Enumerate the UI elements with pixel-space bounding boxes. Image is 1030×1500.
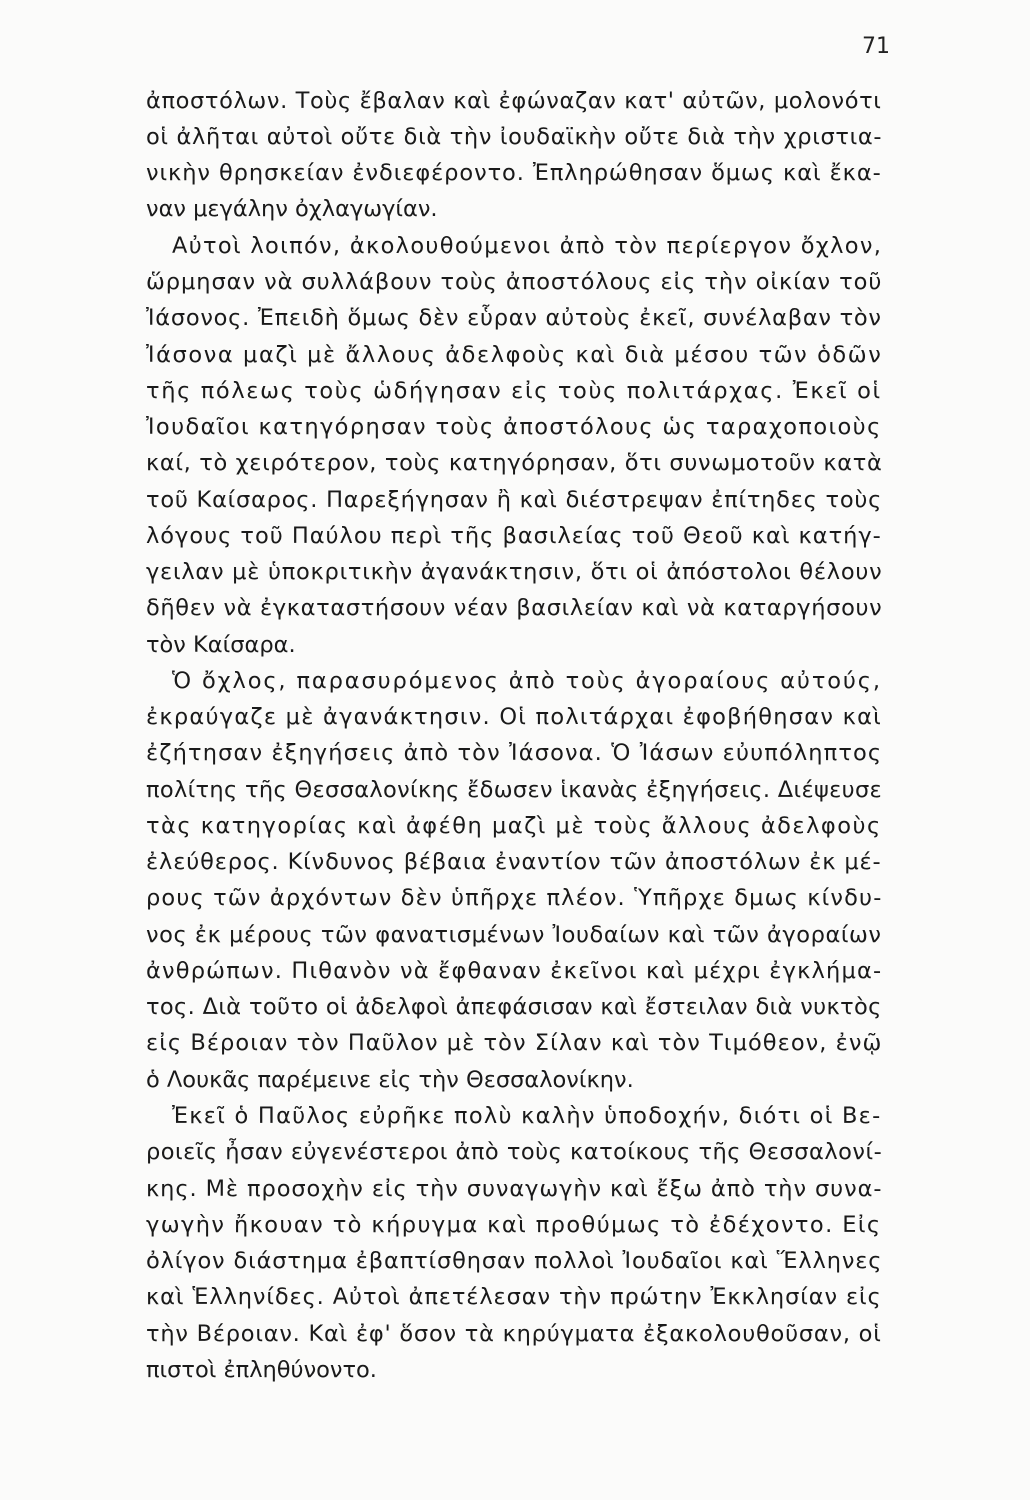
text-line: ὥρμησαν νὰ συλλάβουν τοὺς ἀποστόλους εἰς τὴν οἰκίαν τοῦ: [146, 269, 883, 295]
text-line: τος. Διὰ τοῦτο οἱ ἀδελφοὶ ἀπεφάσισαν καὶ ἔστειλαν διὰ νυκτὸς: [146, 994, 882, 1020]
text-line: εἰς Βέροιαν τὸν Παῦλον μὲ τὸν Σίλαν καὶ τὸν Τιμόθεον, ἐνῷ: [146, 1030, 883, 1056]
text-line: καί, τὸ χειρότερον, τοὺς κατηγόρησαν, ὅτι συνωμοτοῦν κατὰ: [146, 450, 883, 476]
text-line: τοῦ Καίσαρος. Παρεξήγησαν ἢ καὶ διέστρεψαν ἐπίτηδες τοὺς: [146, 487, 883, 513]
text-line: Ἐκεῖ ὁ Παῦλος εὐρῆκε πολὺ καλὴν ὑποδοχήν, διότι οἱ Βε-: [172, 1103, 882, 1129]
text-line: τὸν Καίσαρα.: [146, 632, 296, 658]
text-line: γωγὴν ἤκουαν τὸ κήρυγμα καὶ προθύμως τὸ ἐδέχοντο. Εἰς: [146, 1212, 882, 1238]
text-line: τῆς πόλεως τοὺς ὡδήγησαν εἰς τοὺς πολιτάρχας. Ἐκεῖ οἱ: [146, 378, 882, 404]
text-line: Ὁ ὄχλος, παρασυρόμενος ἀπὸ τοὺς ἀγοραίους αὐτούς,: [172, 668, 882, 694]
text-line: ἐζήτησαν ἐξηγήσεις ἀπὸ τὸν Ἰάσονα. Ὁ Ἰάσων εὐυπόληπτος: [146, 740, 883, 766]
text-line: οἱ ἀλῆται αὐτοὶ οὔτε διὰ τὴν ἰουδαϊκὴν οὔτε διὰ τὴν χριστια-: [146, 124, 883, 150]
text-line: ἀποστόλων. Τοὺς ἔβαλαν καὶ ἐφώναζαν κατ' αὐτῶν, μολονότι: [146, 88, 882, 114]
text-line: καὶ Ἑλληνίδες. Αὐτοὶ ἀπετέλεσαν τὴν πρώτην Ἐκκλησίαν εἰς: [146, 1284, 882, 1310]
text-line: πολίτης τῆς Θεσσαλονίκης ἔδωσεν ἱκανὰς ἐξηγήσεις. Διέψευσε: [146, 777, 883, 803]
text-line: Αὐτοὶ λοιπόν, ἀκολουθούμενοι ἀπὸ τὸν περίεργον ὄχλον,: [172, 233, 883, 259]
text-line: νος ἐκ μέρους τῶν φανατισμένων Ἰουδαίων καὶ τῶν ἀγοραίων: [146, 922, 882, 948]
text-line: νικὴν θρησκείαν ἐνδιεφέροντο. Ἐπληρώθησαν ὅμως καὶ ἔκα-: [146, 160, 882, 186]
page-number: 71: [862, 34, 890, 59]
text-line: ὁ Λουκᾶς παρέμεινε εἰς τὴν Θεσσαλονίκην.: [146, 1067, 634, 1093]
text-line: Ἰάσονος. Ἐπειδὴ ὅμως δὲν εὗραν αὐτοὺς ἐκεῖ, συνέλαβαν τὸν: [146, 305, 882, 331]
text-line: λόγους τοῦ Παύλου περὶ τῆς βασιλείας τοῦ Θεοῦ καὶ κατήγ-: [146, 523, 882, 549]
text-line: δῆθεν νὰ ἐγκαταστήσουν νέαν βασιλείαν καὶ νὰ καταργήσουν: [146, 595, 883, 621]
text-line: Ἰάσονα μαζὶ μὲ ἄλλους ἀδελφοὺς καὶ διὰ μέσου τῶν ὁδῶν: [146, 342, 883, 368]
text-line: ρους τῶν ἀρχόντων δὲν ὑπῆρχε πλέον. Ὑπῆρχε δμως κίνδυ-: [146, 885, 883, 911]
text-line: ροιεῖς ἦσαν εὐγενέστεροι ἀπὸ τοὺς κατοίκους τῆς Θεσσαλονί-: [146, 1139, 883, 1165]
text-line: ὀλίγον διάστημα ἐβαπτίσθησαν πολλοὶ Ἰουδαῖοι καὶ Ἕλληνες: [146, 1248, 883, 1274]
text-line: πιστοὶ ἐπληθύνοντο.: [146, 1357, 377, 1383]
text-line: ἀνθρώπων. Πιθανὸν νὰ ἔφθαναν ἐκεῖνοι καὶ μέχρι ἐγκλήμα-: [146, 958, 883, 984]
text-line: κης. Μὲ προσοχὴν εἰς τὴν συναγωγὴν καὶ ἔξω ἀπὸ τὴν συνα-: [146, 1176, 883, 1202]
text-line: ἐκραύγαζε μὲ ἀγανάκτησιν. Οἱ πολιτάρχαι ἐφοβήθησαν καὶ: [146, 704, 882, 730]
text-line: ἐλεύθερος. Κίνδυνος βέβαια ἐναντίον τῶν ἀποστόλων ἐκ μέ-: [146, 849, 882, 875]
text-line: Ἰουδαῖοι κατηγόρησαν τοὺς ἀποστόλους ὡς ταραχοποιοὺς: [146, 414, 882, 440]
text-line: τὴν Βέροιαν. Καὶ ἐφ' ὅσον τὰ κηρύγματα ἐξακολουθοῦσαν, οἱ: [146, 1321, 882, 1347]
text-line: τὰς κατηγορίας καὶ ἀφέθη μαζὶ μὲ τοὺς ἄλλους ἀδελφοὺς: [146, 813, 882, 839]
text-line: γειλαν μὲ ὑποκριτικὴν ἀγανάκτησιν, ὅτι οἱ ἀπόστολοι θέλουν: [146, 559, 883, 585]
text-line: ναν μεγάλην ὀχλαγωγίαν.: [146, 196, 438, 222]
